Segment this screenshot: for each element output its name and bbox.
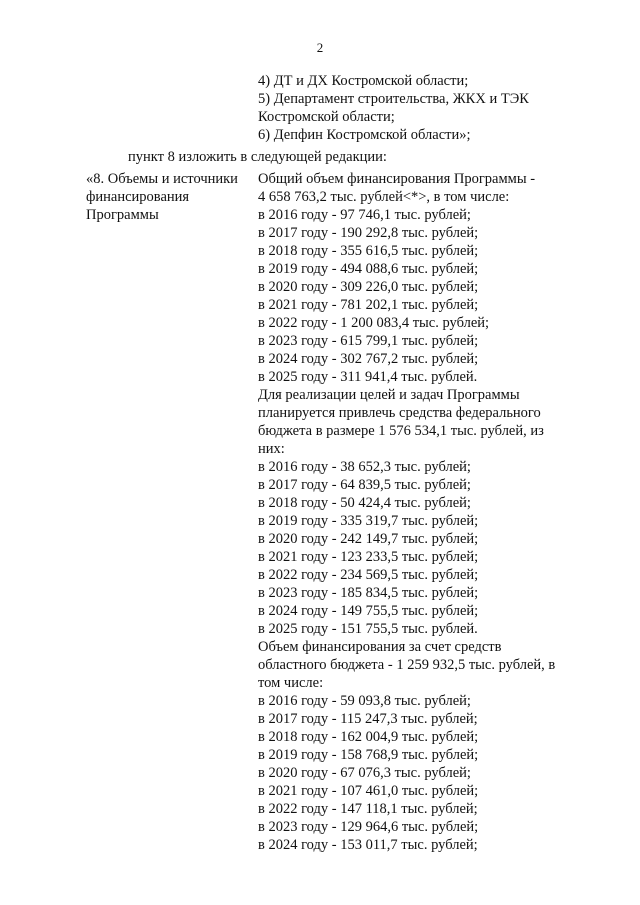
federal-year-line: в 2025 году - 151 755,5 тыс. рублей. <box>258 621 478 637</box>
regional-year-line: в 2017 году - 115 247,3 тыс. рублей; <box>258 711 478 727</box>
total-year-line: в 2018 году - 355 616,5 тыс. рублей; <box>258 243 479 259</box>
regional-year-line: в 2023 году - 129 964,6 тыс. рублей; <box>258 819 479 835</box>
regional-year-line: в 2020 году - 67 076,3 тыс. рублей; <box>258 765 471 781</box>
total-year-line: в 2016 году - 97 746,1 тыс. рублей; <box>258 207 471 223</box>
regional-year-line: в 2021 году - 107 461,0 тыс. рублей; <box>258 783 479 799</box>
total-text-line: 4 658 763,2 тыс. рублей<*>, в том числе: <box>258 189 510 205</box>
responsible-list <box>258 72 578 144</box>
list-item: 4) ДТ и ДХ Костромской области; <box>258 73 469 89</box>
intro-text: пункт 8 изложить в следующей редакции: <box>128 149 387 165</box>
regional-text-line: областного бюджета - 1 259 932,5 тыс. рублей, в <box>258 657 556 673</box>
federal-year-line: в 2021 году - 123 233,5 тыс. рублей; <box>258 549 479 565</box>
regional-text-line: том числе: <box>258 675 324 691</box>
federal-text-line: бюджета в размере 1 576 534,1 тыс. рублей, из <box>258 423 544 439</box>
regional-year-line: в 2024 году - 153 011,7 тыс. рублей; <box>258 837 478 853</box>
page-number: 2 <box>316 40 324 55</box>
row-label <box>86 170 251 224</box>
regional-year-line: в 2018 году - 162 004,9 тыс. рублей; <box>258 729 479 745</box>
total-year-line: в 2025 году - 311 941,4 тыс. рублей. <box>258 369 478 385</box>
federal-year-line: в 2016 году - 38 652,3 тыс. рублей; <box>258 459 471 475</box>
federal-year-line: в 2022 году - 234 569,5 тыс. рублей; <box>258 567 479 583</box>
total-year-line: в 2021 году - 781 202,1 тыс. рублей; <box>258 297 479 313</box>
federal-year-line: в 2019 году - 335 319,7 тыс. рублей; <box>258 513 479 529</box>
total-year-line: в 2017 году - 190 292,8 тыс. рублей; <box>258 225 479 241</box>
regional-year-line: в 2019 году - 158 768,9 тыс. рублей; <box>258 747 479 763</box>
total-text-line: Общий объем финансирования Программы - <box>258 171 536 187</box>
total-year-line: в 2019 году - 494 088,6 тыс. рублей; <box>258 261 479 277</box>
regional-year-line: в 2016 году - 59 093,8 тыс. рублей; <box>258 693 471 709</box>
federal-text-line: них: <box>258 441 285 457</box>
regional-year-line: в 2022 году - 147 118,1 тыс. рублей; <box>258 801 478 817</box>
federal-text-line: Для реализации целей и задач Программы <box>258 387 520 403</box>
federal-year-line: в 2023 году - 185 834,5 тыс. рублей; <box>258 585 479 601</box>
list-item: Костромской области; <box>258 109 395 125</box>
federal-year-line: в 2018 году - 50 424,4 тыс. рублей; <box>258 495 471 511</box>
federal-year-line: в 2020 году - 242 149,7 тыс. рублей; <box>258 531 479 547</box>
row-label-line: «8. Объемы и источники <box>86 171 238 187</box>
total-year-line: в 2020 году - 309 226,0 тыс. рублей; <box>258 279 479 295</box>
federal-year-line: в 2017 году - 64 839,5 тыс. рублей; <box>258 477 471 493</box>
financing-content <box>258 170 578 854</box>
row-label-line: Программы <box>86 207 159 223</box>
list-item: 5) Департамент строительства, ЖКХ и ТЭК <box>258 91 529 107</box>
row-label-line: финансирования <box>86 189 190 205</box>
total-year-line: в 2023 году - 615 799,1 тыс. рублей; <box>258 333 479 349</box>
total-year-line: в 2022 году - 1 200 083,4 тыс. рублей; <box>258 315 490 331</box>
federal-text-line: планируется привлечь средства федерального <box>258 405 541 421</box>
regional-text-line: Объем финансирования за счет средств <box>258 639 502 655</box>
total-year-line: в 2024 году - 302 767,2 тыс. рублей; <box>258 351 479 367</box>
federal-year-line: в 2024 году - 149 755,5 тыс. рублей; <box>258 603 479 619</box>
list-item: 6) Депфин Костромской области»; <box>258 127 471 143</box>
